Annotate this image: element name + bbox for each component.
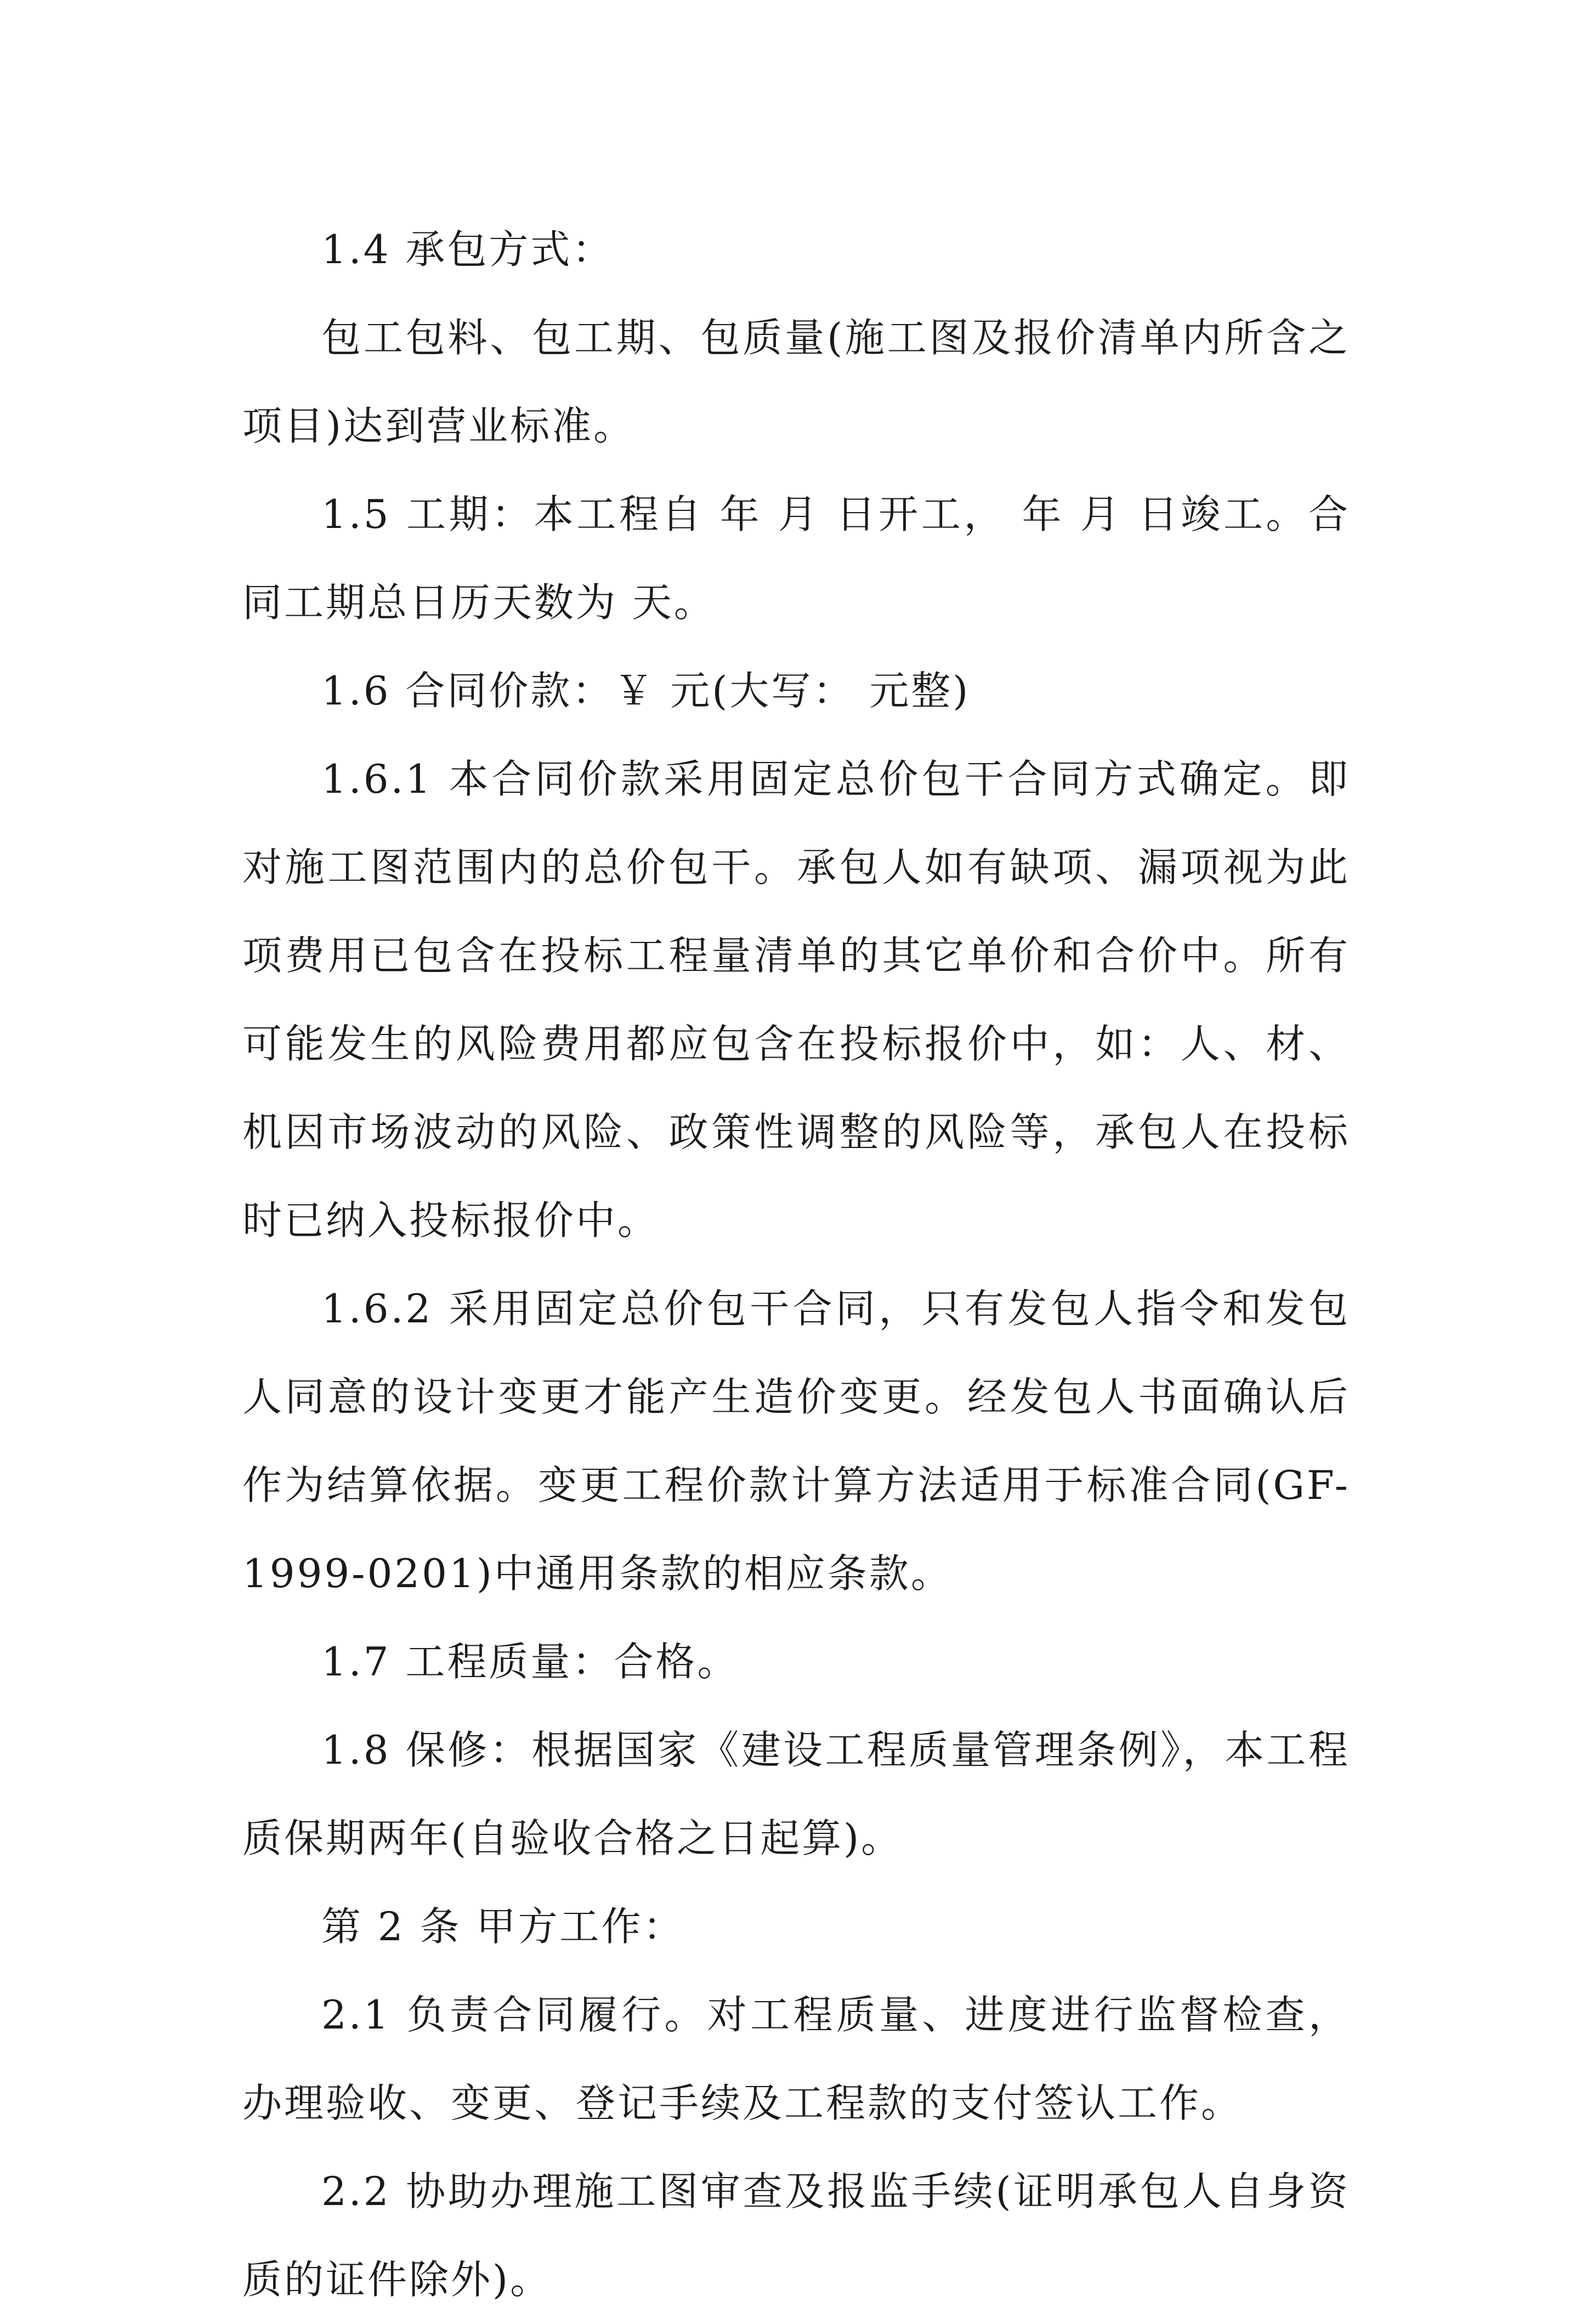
paragraph-drawing-review: 2.2 协助办理施工图审查及报监手续(证明承包人自身资质的证件除外)。 [242,2168,1350,2303]
paragraph-fixed-price-method: 1.6.1 本合同价款采用固定总价包干合同方式确定。即对施工图范围内的总价包干。承包人如有缺项、漏项视为此项费用已包含在投标工程量清单的其它单价和合价中。所有可能发生的风险费用都应包含在投标报价中，如：人、材、机因市场波动的风险、政策性调整的风险等，承包人在投标时已纳入投标报价中。 [242,756,1350,1243]
document-body [242,206,1350,2324]
paragraph-warranty: 1.8 保修：根据国家《建设工程质量管理条例》，本工程质保期两年(自验收合格之日起算)。 [242,1727,1350,1861]
paragraph-contract-performance: 2.1 负责合同履行。对工程质量、进度进行监督检查，办理验收、变更、登记手续及工程款的支付签认工作。 [242,1992,1350,2126]
paragraph-contract-method: 1.4 承包方式： [321,226,614,272]
heading-article-2: 第 2 条 甲方工作： [321,1903,685,1950]
paragraph-quality: 1.7 工程质量：合格。 [321,1639,739,1685]
paragraph-price-changes: 1.6.2 采用固定总价包干合同，只有发包人指令和发包人同意的设计变更才能产生造价变更。经发包人书面确认后作为结算依据。变更工程价款计算方法适用于标准合同(GF-1999-0201)中通用条款的相应条款。 [242,1286,1350,1596]
paragraph-construction-period: 1.5 工期：本工程自 年 月 日开工， 年 月 日竣工。合同工期总日历天数为 天。 [242,491,1350,626]
paragraph-contract-scope: 包工包料、包工期、包质量(施工图及报价清单内所含之项目)达到营业标准。 [242,315,1350,449]
paragraph-contract-price: 1.6 合同价款：￥ 元(大写： 元整) [321,668,971,714]
